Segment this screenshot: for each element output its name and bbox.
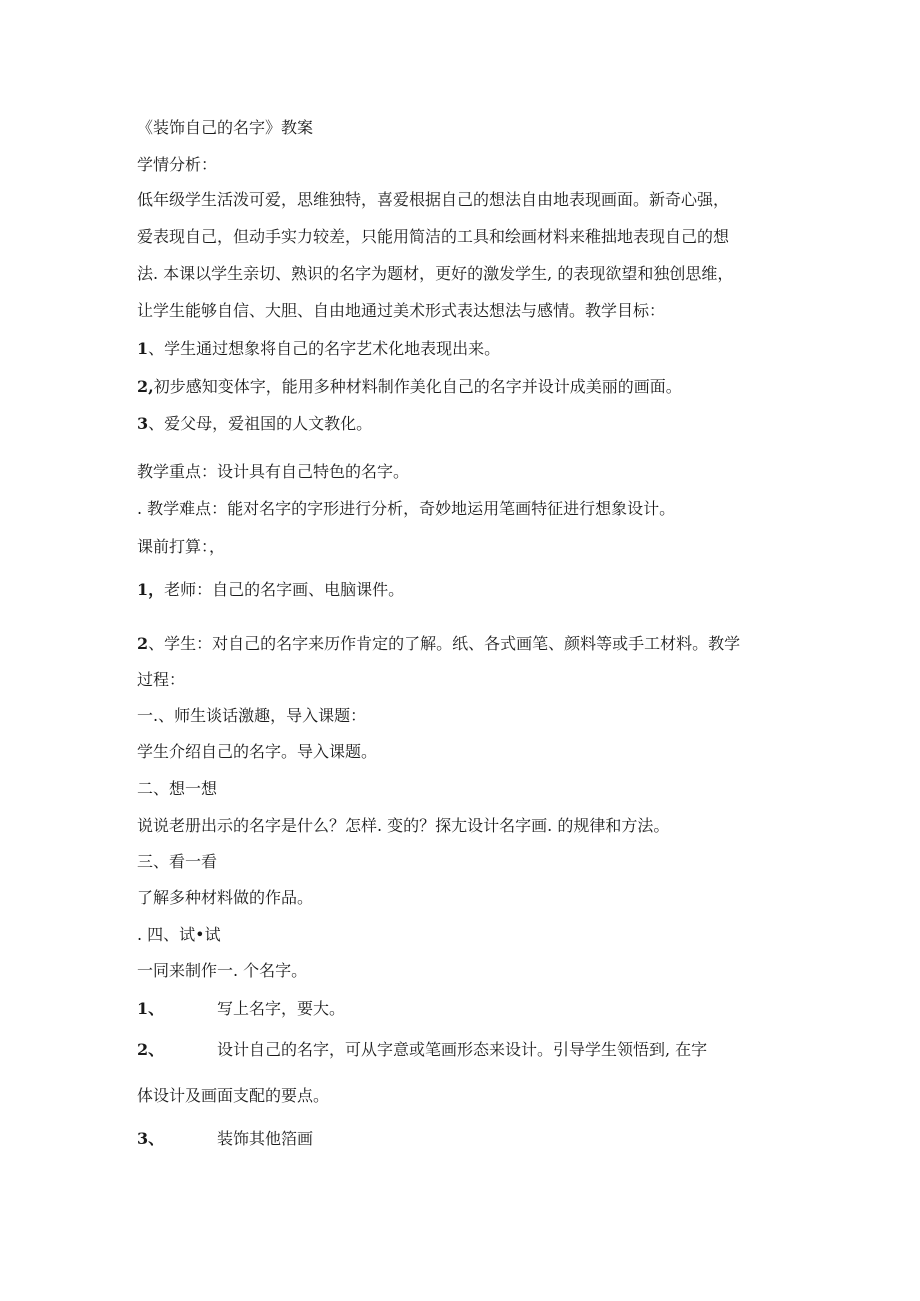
prep-continue: 过程： bbox=[137, 670, 186, 689]
goal-item bbox=[137, 414, 372, 434]
key-point: 教学重点：设计具有自己特色的名字。 bbox=[137, 462, 410, 481]
analysis-heading: 学情分析： bbox=[137, 155, 218, 174]
step4-heading: . 四、试•试 bbox=[137, 925, 221, 944]
prep-item bbox=[137, 580, 404, 600]
prep-number: 2 bbox=[137, 634, 149, 653]
goal-number: 3 bbox=[137, 414, 149, 433]
step1-heading: 一.、师生谈话激趣，导入课题： bbox=[137, 706, 367, 725]
analysis-line: 法. 本课以学生亲切、熟识的名字为题材，更好的激发学生, 的表现欲望和独创思维， bbox=[137, 264, 734, 283]
step2-text: 说说老册出示的名字是什么？怎样. 变的？探尢设计名字画. 的规律和方法。 bbox=[137, 816, 670, 835]
step-number: 2、 bbox=[137, 1040, 165, 1059]
analysis-line: 爱表现自己，但动手实力较差，只能用简洁的工具和绘画材料来稚拙地表现自己的想 bbox=[137, 227, 730, 246]
step-number: 3、 bbox=[137, 1129, 165, 1148]
goal-number: 2, bbox=[137, 377, 154, 396]
prep-number: 1， bbox=[137, 580, 165, 599]
goal-text: 初步感知变体字，能用多种材料制作美化自己的名字并设计成美丽的画面。 bbox=[153, 377, 682, 396]
doc-title: 《装饰自己的名字》教案 bbox=[137, 118, 314, 137]
step-text: 装饰其他箔画 bbox=[217, 1129, 314, 1148]
prep-item bbox=[137, 634, 740, 654]
step-continue: 体设计及画面支配的要点。 bbox=[137, 1086, 330, 1105]
step-text: 写上名字，要大。 bbox=[217, 999, 346, 1018]
step4-text: 一同来制作一. 个名字。 bbox=[137, 961, 308, 980]
prep-text: 、学生：对自己的名字来历作肯定的了解。纸、各式画笔、颜料等或手工材料。教学 bbox=[148, 634, 741, 653]
step3-heading: 三、看一看 bbox=[137, 852, 218, 871]
step-text: 设计自己的名字，可从字意或笔画形态来设计。引导学生领悟到, 在字 bbox=[217, 1040, 708, 1059]
goal-text: 、学生通过想象将自己的名字艺术化地表现出来。 bbox=[148, 339, 501, 358]
goal-item bbox=[137, 339, 500, 359]
step3-text: 了解多种材料做的作品。 bbox=[137, 888, 314, 907]
step2-heading: 二、想一想 bbox=[137, 779, 218, 798]
goal-item bbox=[137, 377, 682, 397]
step-number: 1、 bbox=[137, 999, 165, 1018]
analysis-line: 低年级学生活泼可爱，思维独特，喜爱根据自己的想法自由地表现画面。新奇心强， bbox=[137, 190, 730, 209]
analysis-line: 让学生能够自信、大胆、自由地通过美术形式表达想法与感情。教学目标： bbox=[137, 301, 666, 320]
step-item bbox=[137, 1129, 313, 1149]
step-item bbox=[137, 999, 345, 1019]
step-item bbox=[137, 1040, 707, 1060]
step1-text: 学生介绍自己的名字。导入课题。 bbox=[137, 742, 378, 761]
prep-heading: 课前打算：， bbox=[137, 537, 226, 556]
prep-text: 老师：自己的名字画、电脑课件。 bbox=[164, 580, 405, 599]
goal-text: 、爱父母，爱祖国的人文教化。 bbox=[148, 414, 373, 433]
difficulty: . 教学难点：能对名字的字形进行分析，奇妙地运用笔画特征进行想象设计。 bbox=[137, 499, 676, 518]
goal-number: 1 bbox=[137, 339, 149, 358]
